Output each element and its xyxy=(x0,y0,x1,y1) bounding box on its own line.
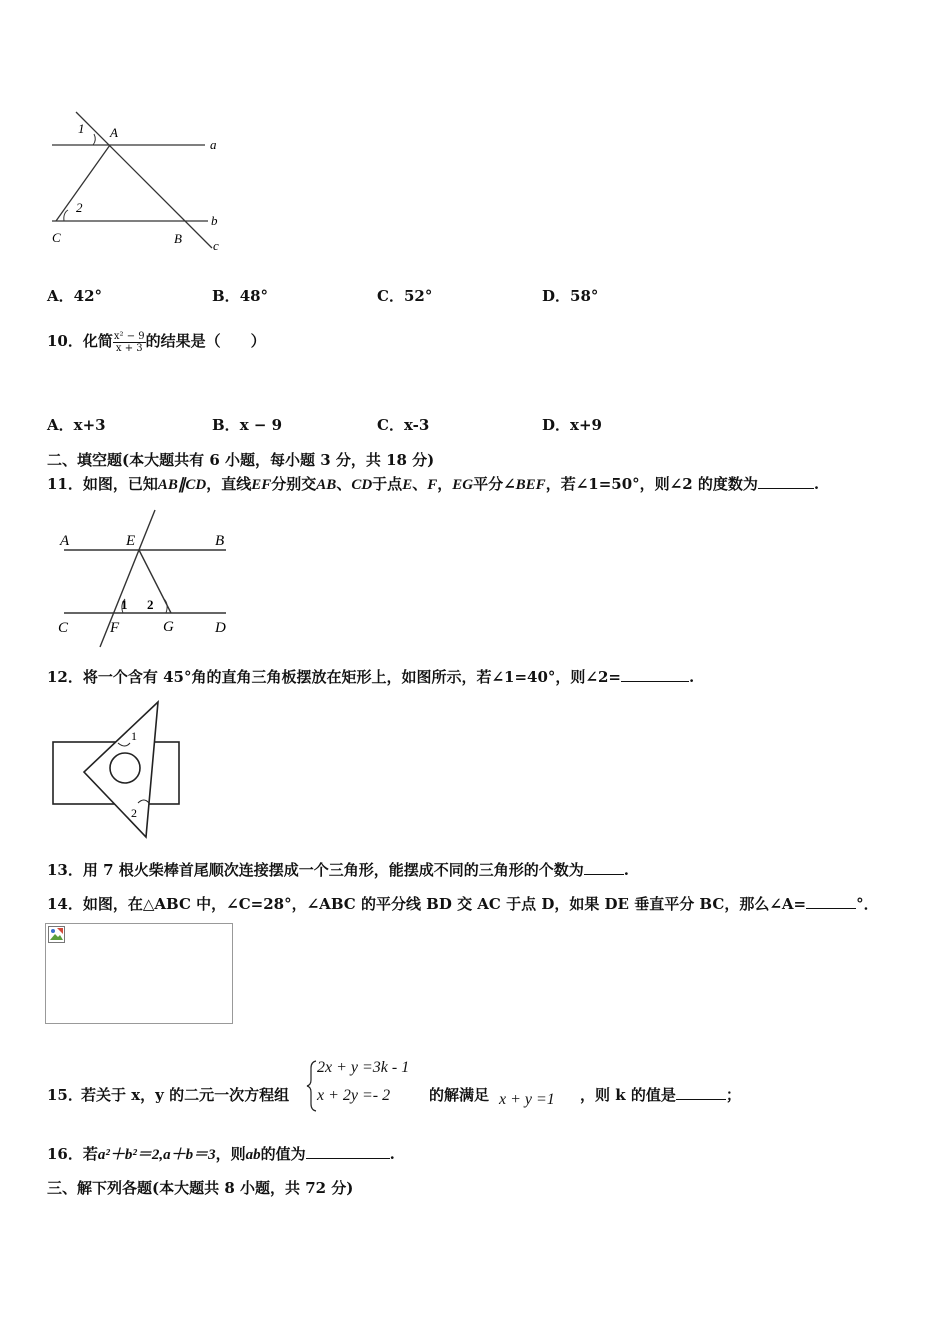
q16-math: ab xyxy=(245,1147,261,1163)
broken-image-icon xyxy=(48,926,66,944)
q10-option-d xyxy=(542,414,602,435)
q9-option-a xyxy=(47,285,102,306)
q13-number: 13． xyxy=(47,861,83,879)
fig9-label-line-c: c xyxy=(213,238,219,253)
figure-q11-parallel-lines xyxy=(50,505,240,650)
q11-text: 分别交 xyxy=(271,475,317,493)
option-letter: A． xyxy=(47,287,74,305)
q11-math: BEF xyxy=(515,477,546,493)
fig11-label-g: G xyxy=(163,619,174,635)
question-13 xyxy=(47,859,629,880)
figure-q9-parallel-lines xyxy=(40,100,240,260)
q12-number: 12． xyxy=(47,668,83,686)
answer-blank[interactable] xyxy=(676,1085,726,1100)
q15-end: ； xyxy=(725,1086,741,1104)
option-text: x-3 xyxy=(403,416,430,434)
fig9-label-line-a: a xyxy=(210,137,217,152)
q15-condition: x + y =1 xyxy=(499,1091,555,1108)
question-12 xyxy=(47,666,694,687)
fig9-label-point-a: A xyxy=(110,125,118,140)
option-letter: A． xyxy=(47,416,74,434)
q11-text: ，直线 xyxy=(206,475,252,493)
q16-text: 若 xyxy=(82,1145,98,1163)
option-letter: D． xyxy=(542,416,571,434)
q11-math: AB∥CD xyxy=(157,477,207,493)
q14-number: 14． xyxy=(47,895,83,913)
q11-text: ，若∠1=50°，则∠2 的度数为 xyxy=(545,475,758,493)
q15-text: 若关于 x，y 的二元一次方程组 xyxy=(81,1086,290,1104)
fig9-label-point-b: B xyxy=(174,231,182,246)
fig9-label-angle1: 1 xyxy=(78,121,85,136)
answer-blank[interactable] xyxy=(584,860,624,875)
q16-math: a²＋b²＝2,a＋b＝3 xyxy=(97,1147,216,1163)
q10-prefix: 化简 xyxy=(82,332,113,350)
q10-fraction-numerator: x² − 9 xyxy=(113,330,145,342)
q14-end: °． xyxy=(856,895,879,913)
q12-end: . xyxy=(689,668,695,686)
q16-text: 的值为 xyxy=(260,1145,306,1163)
q10-fraction-denominator: x + 3 xyxy=(115,342,143,354)
q11-end: . xyxy=(813,475,820,493)
q15-number: 15． xyxy=(47,1086,83,1104)
option-text: 52° xyxy=(403,287,433,305)
fig11-label-f: F xyxy=(110,620,120,636)
fig9-label-angle2: 2 xyxy=(76,200,83,215)
q9-option-c xyxy=(377,285,432,306)
q10-suffix: 的结果是（ ） xyxy=(145,332,266,350)
q15-mid: 的解满足 xyxy=(429,1086,490,1104)
option-text: 48° xyxy=(239,287,269,305)
q12-text: 将一个含有 45°角的直角三角板摆放在矩形上，如图所示，若∠1=40°，则∠2= xyxy=(82,668,621,686)
q13-end: . xyxy=(623,861,629,879)
q15-equation-1: 2x + y =3k - 1 xyxy=(317,1059,410,1076)
q14-figure-placeholder xyxy=(45,923,233,1024)
question-10 xyxy=(47,330,266,354)
fig11-label-b: B xyxy=(215,533,225,549)
q11-text: 、 xyxy=(336,475,352,493)
fig12-label-angle2: 2 xyxy=(131,806,137,820)
q10-option-c xyxy=(377,414,429,435)
question-16 xyxy=(47,1143,395,1164)
q16-number: 16． xyxy=(47,1145,83,1163)
fig12-label-angle1: 1 xyxy=(131,729,137,743)
q10-option-a xyxy=(47,414,106,435)
q11-text: 如图，已知 xyxy=(82,475,158,493)
q15-text2: ，则 k 的值是 xyxy=(580,1086,676,1104)
answer-blank[interactable] xyxy=(621,667,689,682)
q11-text: 、 xyxy=(412,475,428,493)
fig11-label-angle2: 2 xyxy=(147,597,154,612)
option-text: 58° xyxy=(570,287,599,305)
q11-math: F xyxy=(427,477,438,493)
q10-number: 10． xyxy=(47,332,83,350)
q11-math: CD xyxy=(351,477,373,493)
q11-text: 平分∠ xyxy=(473,475,516,493)
q11-math: EG xyxy=(452,477,474,493)
option-text: x+3 xyxy=(73,416,106,434)
q10-fraction xyxy=(113,331,146,354)
answer-blank[interactable] xyxy=(758,474,814,489)
option-text: 42° xyxy=(73,287,103,305)
option-letter: C． xyxy=(377,416,404,434)
fig9-label-line-b: b xyxy=(211,213,218,228)
q16-end: . xyxy=(389,1145,395,1163)
option-text: x+9 xyxy=(570,416,602,434)
fig9-label-point-c: C xyxy=(52,230,61,245)
fig11-label-d: D xyxy=(215,620,226,636)
q11-math: E xyxy=(402,477,413,493)
q15-equation-2: x + 2y =- 2 xyxy=(317,1087,391,1104)
q13-text: 用 7 根火柴棒首尾顺次连接摆成一个三角形，能摆成不同的三角形的个数为 xyxy=(82,861,584,879)
fig11-label-c: C xyxy=(58,620,69,636)
question-11 xyxy=(47,473,819,494)
q10-option-b xyxy=(212,414,282,435)
q11-text: ， xyxy=(437,475,453,493)
question-14 xyxy=(47,893,879,914)
q16-text: ，则 xyxy=(215,1145,246,1163)
fig11-label-e: E xyxy=(126,533,136,549)
section-2-heading: 二、填空题(本大题共有 6 小题，每小题 3 分，共 18 分) xyxy=(47,451,435,469)
q11-number: 11． xyxy=(47,475,83,493)
option-letter: B． xyxy=(212,416,240,434)
section-3-heading: 三、解下列各题(本大题共 8 小题，共 72 分) xyxy=(47,1179,354,1197)
q11-math: EF xyxy=(251,477,272,493)
answer-blank[interactable] xyxy=(806,894,856,909)
answer-blank[interactable] xyxy=(306,1144,390,1159)
option-letter: C． xyxy=(377,287,404,305)
fig11-label-angle1: 1 xyxy=(121,597,128,612)
option-letter: D． xyxy=(542,287,571,305)
q9-option-b xyxy=(212,285,268,306)
option-letter: B． xyxy=(212,287,240,305)
fig11-label-a: A xyxy=(60,533,70,549)
figure-q12-triangle-rectangle xyxy=(45,697,195,845)
q11-text: 于点 xyxy=(372,475,403,493)
q15-tail xyxy=(580,1084,741,1105)
q11-math: AB xyxy=(316,477,337,493)
q15-equation-system xyxy=(305,1058,445,1114)
q14-text: 如图，在△ABC 中，∠C=28°，∠ABC 的平分线 BD 交 AC 于点 D，如果 DE 垂直平分 BC，那么∠A= xyxy=(82,895,807,913)
option-text: x − 9 xyxy=(239,416,283,434)
q9-option-d xyxy=(542,285,598,306)
